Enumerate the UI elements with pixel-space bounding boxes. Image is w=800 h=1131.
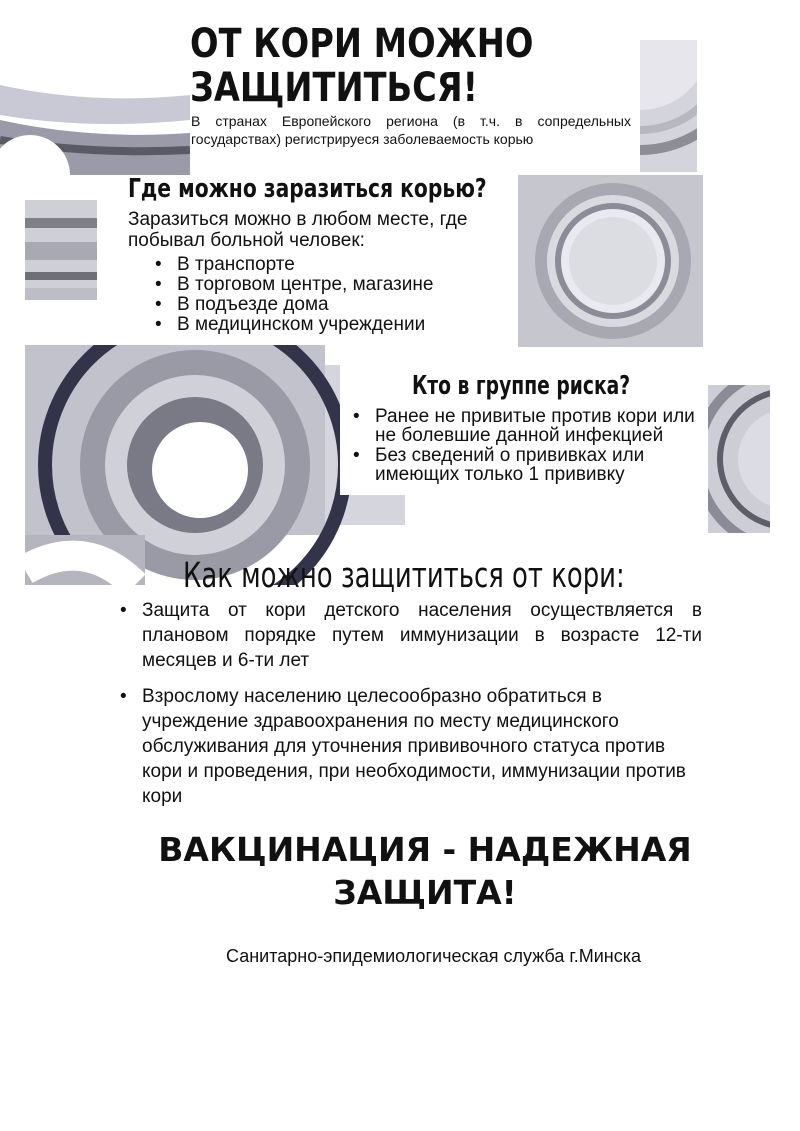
decor-top-right [640,40,697,172]
footer-org: Санитарно-эпидемиологическая служба г.Минска [226,946,642,966]
protect-list [142,598,702,809]
list-item: • Ранее не привитые против кори или не болевшие данной инфекцией [375,407,710,445]
decor-right-edge [708,385,770,533]
decor-center-left [25,345,405,585]
decor-circle-right [518,175,703,347]
where-heading: Где можно заразиться корью? [128,174,487,204]
list-item: • В транспорте [177,255,433,275]
where-lead: Заразиться можно в любом месте, где побывал больной человек: [128,209,468,251]
title-line-1: ОТ КОРИ МОЖНО [190,21,534,67]
risk-list [375,407,710,484]
list-item: • В подъезде дома [177,295,433,315]
list-item: • В медицинском учреждении [177,315,433,335]
title-line-2: ЗАЩИТИТЬСЯ! [190,65,478,111]
page-title [190,22,599,110]
risk-heading: Кто в группе риска? [412,371,631,401]
where-list [177,255,433,335]
list-item: • В торговом центре, магазине [177,275,433,295]
list-item: • Без сведений о прививках или имеющих только 1 прививку [375,446,710,484]
list-item: • Защита от кори детского населения осуществляется в плановом порядке путем иммунизации в возрасте 12-ти месяцев и 6-ти лет [142,598,702,673]
protect-heading: Как можно защититься от кори: [183,556,625,596]
slogan-line-1: ВАКЦИНАЦИЯ - НАДЕЖНАЯ [158,830,692,869]
decor-left-strip [25,200,97,300]
decor-top-left [0,45,190,175]
list-item: • Взрослому населению целесообразно обратиться в учреждение здравоохранения по месту медицинского обслуживания для уточнения прививочного статуса против кори и проведения, при необходимости, иммунизации против кори [142,684,702,809]
intro-text: В странах Европейского региона (в т.ч. в сопредельных государствах) регистрируеся заболеваемость корью [191,113,631,147]
slogan-line-2: ЗАЩИТА! [333,873,517,912]
slogan [0,828,800,914]
